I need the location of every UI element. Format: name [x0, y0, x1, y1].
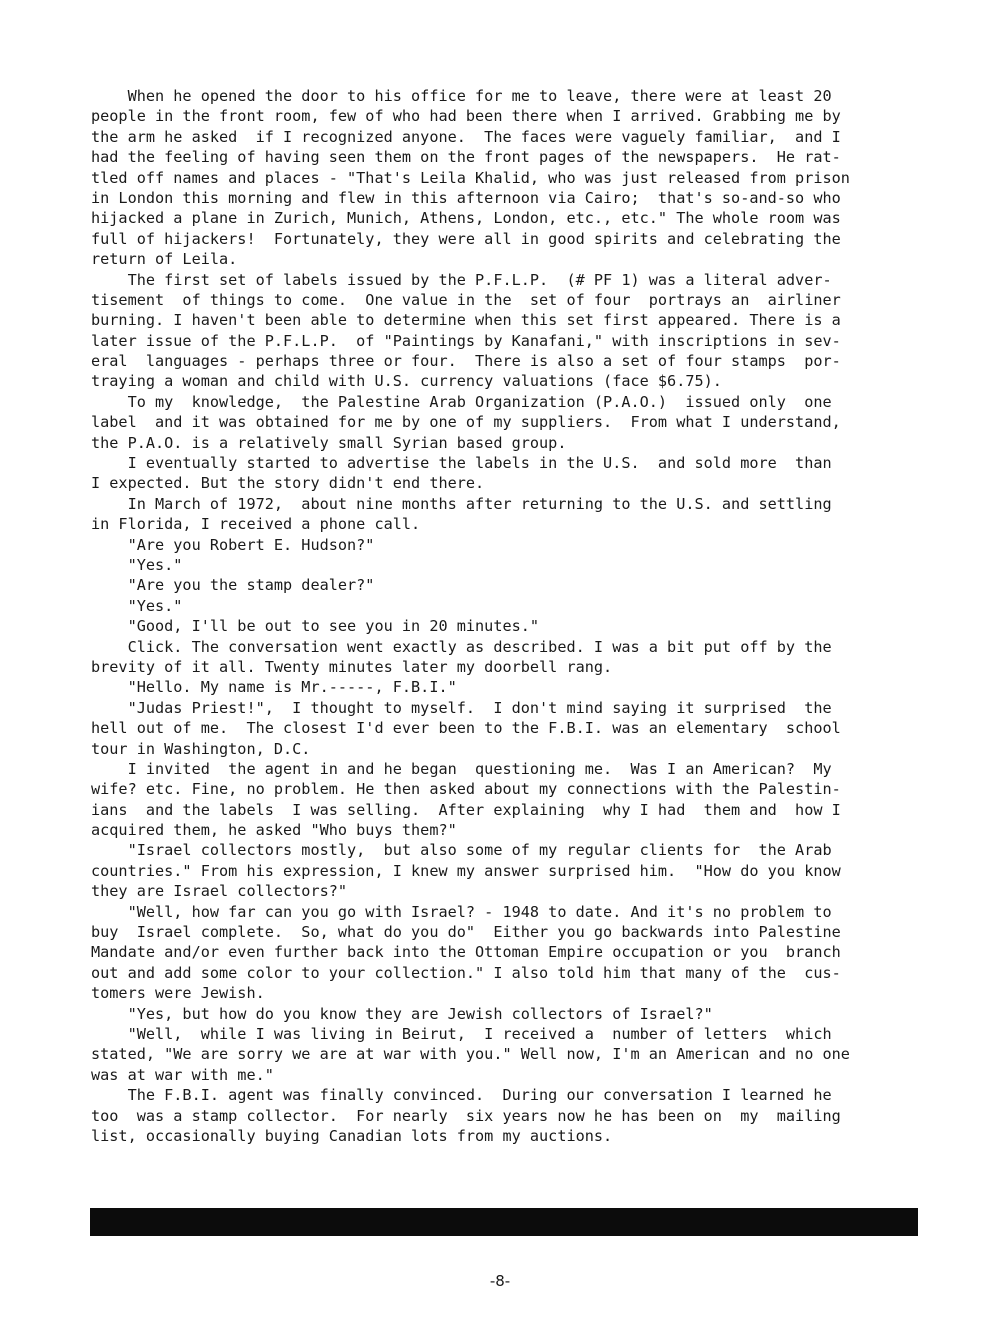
text-line: "Yes."	[91, 596, 183, 615]
text-line: "Israel collectors mostly, but also some of my regular clients for the Arab	[91, 841, 832, 860]
text-line: they are Israel collectors?"	[91, 882, 348, 901]
text-line: "Well, how far can you go with Israel? - 1948 to date. And it's no problem to	[91, 902, 832, 921]
text-line: had the feeling of having seen them on the front pages of the newspapers. He rat-	[91, 148, 841, 167]
text-line: full of hijackers! Fortunately, they were all in good spirits and celebrating the	[91, 229, 841, 248]
text-line: stated, "We are sorry we are at war with you." Well now, I'm an American and no one	[91, 1045, 850, 1064]
text-line: buy Israel complete. So, what do you do" Either you go backwards into Palestine	[91, 923, 841, 942]
text-line: "Are you the stamp dealer?"	[91, 576, 375, 595]
text-line: In March of 1972, about nine months after returning to the U.S. and settling	[91, 494, 832, 513]
text-line: return of Leila.	[91, 250, 238, 269]
text-line: I eventually started to advertise the labels in the U.S. and sold more than	[91, 454, 832, 473]
text-line: ians and the labels I was selling. After explaining why I had them and how I	[91, 800, 841, 819]
text-line: label and it was obtained for me by one of my suppliers. From what I understand,	[91, 413, 841, 432]
text-line: traying a woman and child with U.S. currency valuations (face $6.75).	[91, 372, 722, 391]
text-line: countries." From his expression, I knew my answer surprised him. "How do you know	[91, 861, 841, 880]
text-line: I invited the agent in and he began questioning me. Was I an American? My	[91, 759, 832, 778]
text-line: When he opened the door to his office for me to leave, there were at least 20	[91, 87, 832, 105]
text-line: hell out of me. The closest I'd ever been to the F.B.I. was an elementary school	[91, 719, 841, 738]
text-line: "Yes."	[91, 555, 183, 574]
text-line: people in the front room, few of who had been there when I arrived. Grabbing me by	[91, 107, 841, 126]
text-line: "Hello. My name is Mr.-----, F.B.I."	[91, 678, 457, 697]
text-line: tisement of things to come. One value in the set of four portrays an airliner	[91, 290, 841, 309]
text-line: tomers were Jewish.	[91, 984, 265, 1003]
text-line: in Florida, I received a phone call.	[91, 515, 421, 534]
text-line: The F.B.I. agent was finally convinced. During our conversation I learned he	[91, 1086, 832, 1105]
text-line: was at war with me."	[91, 1065, 274, 1084]
text-line: "Yes, but how do you know they are Jewish collectors of Israel?"	[91, 1004, 713, 1023]
text-line: "Judas Priest!", I thought to myself. I don't mind saying it surprised the	[91, 698, 832, 717]
text-line: hijacked a plane in Zurich, Munich, Athens, London, etc., etc." The whole room was	[91, 209, 841, 228]
body-text	[91, 86, 921, 1146]
text-line: tour in Washington, D.C.	[91, 739, 311, 758]
text-line: Mandate and/or even further back into the Ottoman Empire occupation or you branch	[91, 943, 841, 962]
text-line: in London this morning and flew in this afternoon via Cairo; that's so-and-so who	[91, 188, 841, 207]
text-line: brevity of it all. Twenty minutes later my doorbell rang.	[91, 657, 613, 676]
text-line: eral languages - perhaps three or four. There is also a set of four stamps por-	[91, 352, 841, 371]
text-line: "Well, while I was living in Beirut, I received a number of letters which	[91, 1024, 832, 1043]
text-line: the arm he asked if I recognized anyone. The faces were vaguely familiar, and I	[91, 127, 841, 146]
text-line: acquired them, he asked "Who buys them?"	[91, 821, 457, 840]
text-line: Click. The conversation went exactly as described. I was a bit put off by the	[91, 637, 832, 656]
text-line: too was a stamp collector. For nearly six years now he has been on my mailing	[91, 1106, 841, 1125]
page-number: -8-	[489, 1272, 511, 1290]
text-line: out and add some color to your collection." I also told him that many of the cus-	[91, 963, 841, 982]
text-line: "Are you Robert E. Hudson?"	[91, 535, 375, 554]
text-line: burning. I haven't been able to determine when this set first appeared. There is a	[91, 311, 841, 330]
text-line: later issue of the P.F.L.P. of "Paintings by Kanafani," with inscriptions in sev-	[91, 331, 841, 350]
text-line: tled off names and places - "That's Leila Khalid, who was just released from prison	[91, 168, 850, 187]
black-rule-bar	[90, 1208, 918, 1236]
text-line: The first set of labels issued by the P.F.L.P. (# PF 1) was a literal adver-	[91, 270, 832, 289]
text-line: "Good, I'll be out to see you in 20 minutes."	[91, 617, 540, 636]
text-line: I expected. But the story didn't end there.	[91, 474, 485, 493]
text-line: list, occasionally buying Canadian lots from my auctions.	[91, 1126, 613, 1145]
text-line: To my knowledge, the Palestine Arab Organization (P.A.O.) issued only one	[91, 392, 832, 411]
text-line: wife? etc. Fine, no problem. He then asked about my connections with the Palestin-	[91, 780, 841, 799]
text-line: the P.A.O. is a relatively small Syrian based group.	[91, 433, 567, 452]
